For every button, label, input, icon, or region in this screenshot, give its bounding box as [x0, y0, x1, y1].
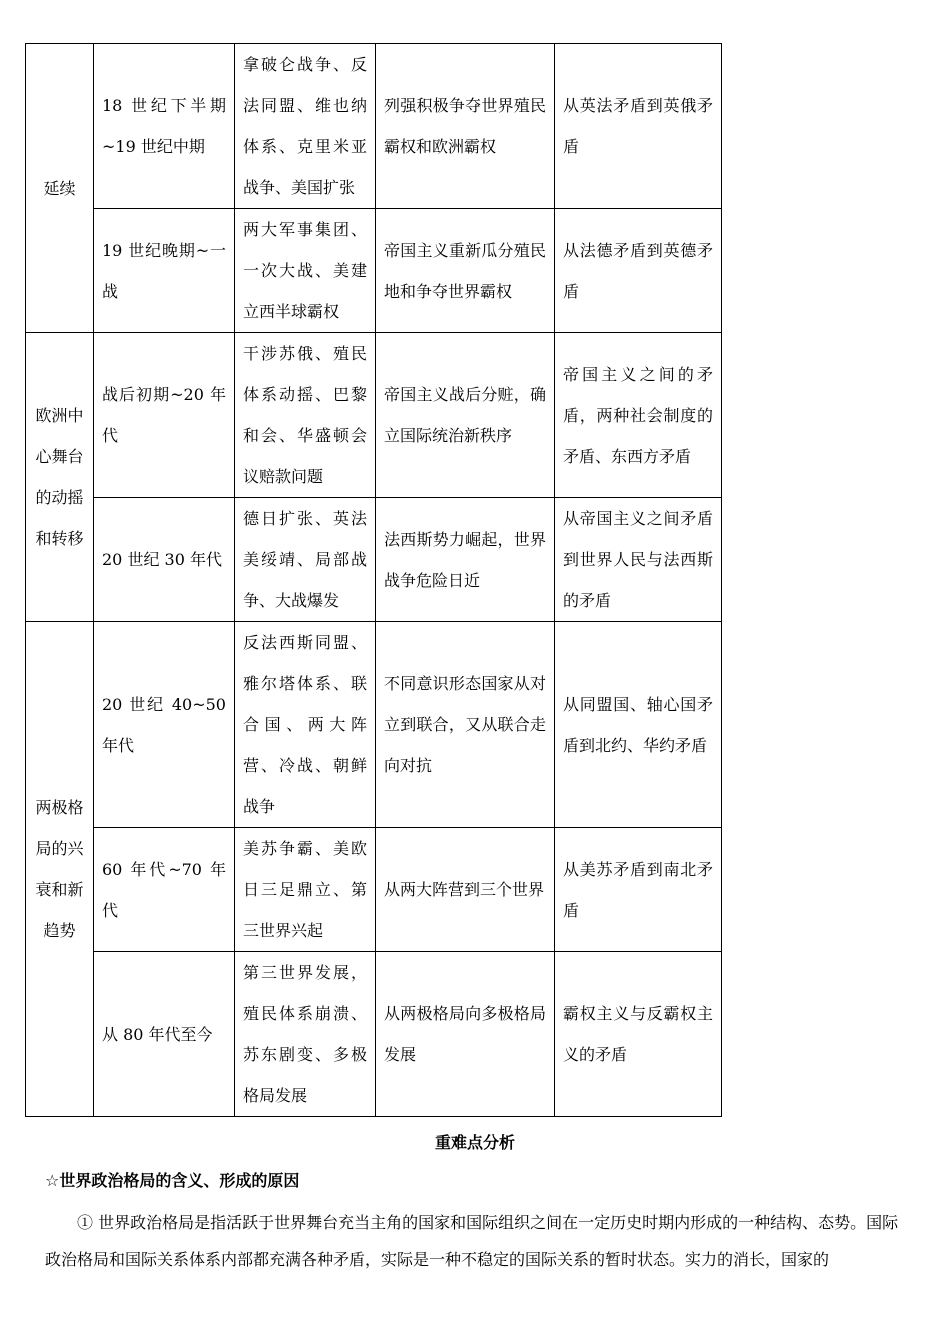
feature-cell: 列强积极争夺世界殖民霸权和欧洲霸权: [376, 44, 555, 209]
contradiction-cell: 从帝国主义之间矛盾到世界人民与法西斯的矛盾: [555, 498, 722, 622]
contradiction-cell: 帝国主义之间的矛盾，两种社会制度的矛盾、东西方矛盾: [555, 333, 722, 498]
section-heading: 重难点分析: [434, 1133, 515, 1152]
contradiction-cell: 从英法矛盾到英俄矛盾: [555, 44, 722, 209]
table-row: [26, 333, 722, 498]
feature-cell: 法西斯势力崛起，世界战争危险日近: [376, 498, 555, 622]
period-cell: 20 世纪 30 年代: [94, 498, 235, 622]
period-cell: 19 世纪晚期~一战: [94, 209, 235, 333]
events-cell: 反法西斯同盟、雅尔塔体系、联合国、两大阵营、冷战、朝鲜战争: [235, 622, 376, 828]
contradiction-cell: 从同盟国、轴心国矛盾到北约、华约矛盾: [555, 622, 722, 828]
history-table: [25, 43, 722, 1117]
period-cell: 60 年代~70 年代: [94, 828, 235, 952]
era-cell: 延续: [26, 44, 94, 333]
contradiction-cell: 霸权主义与反霸权主义的矛盾: [555, 952, 722, 1117]
feature-cell: 帝国主义战后分赃，确立国际统治新秩序: [376, 333, 555, 498]
period-cell: 战后初期~20 年代: [94, 333, 235, 498]
events-cell: 第三世界发展，殖民体系崩溃、苏东剧变、多极格局发展: [235, 952, 376, 1117]
feature-cell: 帝国主义重新瓜分殖民地和争夺世界霸权: [376, 209, 555, 333]
feature-cell: 不同意识形态国家从对立到联合，又从联合走向对抗: [376, 622, 555, 828]
era-cell: 两极格局的兴衰和新趋势: [26, 622, 94, 1117]
period-cell: 18 世纪下半期~19 世纪中期: [94, 44, 235, 209]
feature-cell: 从两大阵营到三个世界: [376, 828, 555, 952]
topic-title: ☆世界政治格局的含义、形成的原因: [45, 1171, 300, 1190]
table-row: [26, 952, 722, 1117]
contradiction-cell: 从法德矛盾到英德矛盾: [555, 209, 722, 333]
era-cell: 欧洲中心舞台的动摇和转移: [26, 333, 94, 622]
events-cell: 拿破仑战争、反法同盟、维也纳体系、克里米亚战争、美国扩张: [235, 44, 376, 209]
events-cell: 德日扩张、英法美绥靖、局部战争、大战爆发: [235, 498, 376, 622]
contradiction-cell: 从美苏矛盾到南北矛盾: [555, 828, 722, 952]
body-paragraph: ① 世界政治格局是指活跃于世界舞台充当主角的国家和国际组织之间在一定历史时期内形成的一种结构、态势。国际政治格局和国际关系体系内部都充满各种矛盾，实际是一种不稳定的国际关系的暂时状态。实力的消长，国家的: [45, 1213, 899, 1269]
table-row: [26, 828, 722, 952]
table-row: [26, 209, 722, 333]
table-row: [26, 44, 722, 209]
feature-cell: 从两极格局向多极格局发展: [376, 952, 555, 1117]
events-cell: 美苏争霸、美欧日三足鼎立、第三世界兴起: [235, 828, 376, 952]
period-cell: 20 世纪 40~50 年代: [94, 622, 235, 828]
table-row: [26, 622, 722, 828]
period-cell: 从 80 年代至今: [94, 952, 235, 1117]
events-cell: 两大军事集团、一次大战、美建立西半球霸权: [235, 209, 376, 333]
table-row: [26, 498, 722, 622]
events-cell: 干涉苏俄、殖民体系动摇、巴黎和会、华盛顿会议赔款问题: [235, 333, 376, 498]
